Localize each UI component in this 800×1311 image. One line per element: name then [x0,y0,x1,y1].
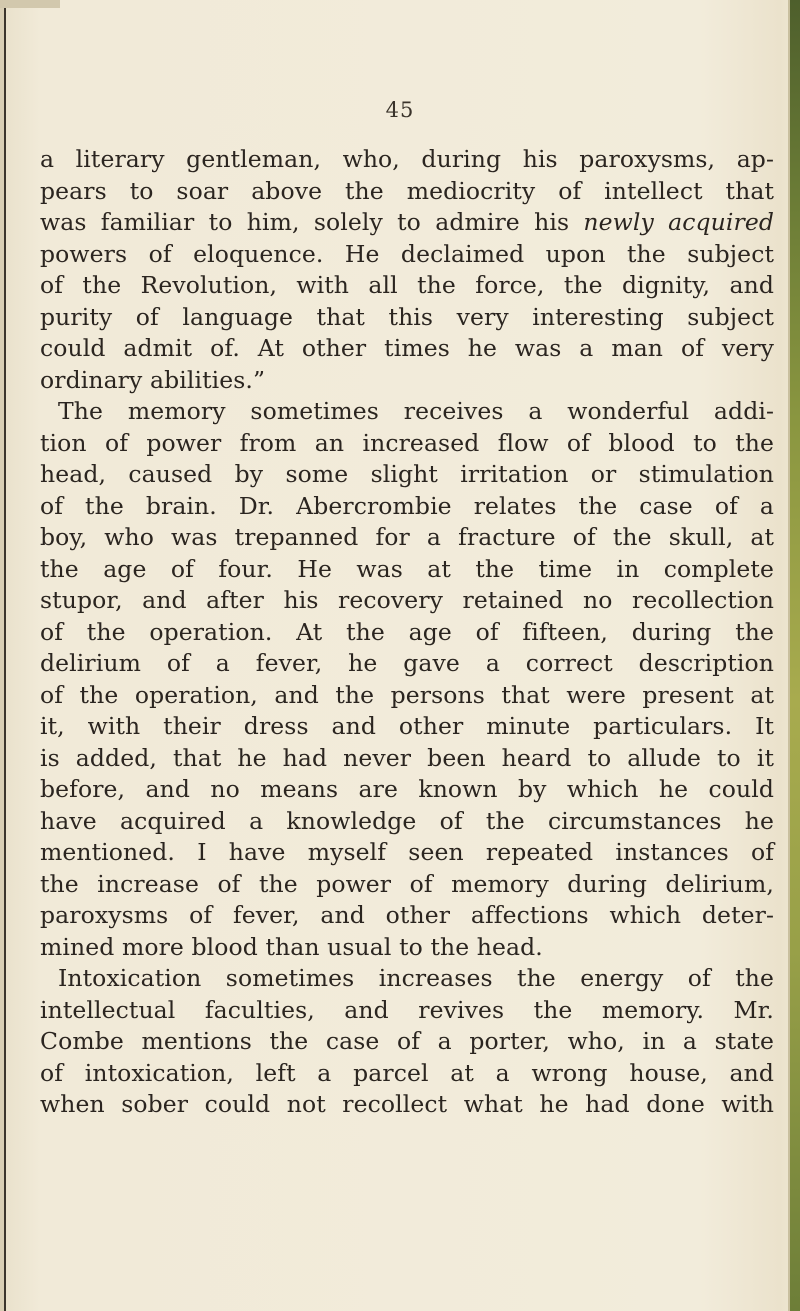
text-line: pears to soar above the mediocrity of intellect that [40,176,774,205]
text-line: boy, who was trepanned for a fracture of the skull, at [40,523,774,551]
text-line: intellectual faculties, and revives the memory. Mr. [40,995,774,1024]
text-line: have acquired a knowledge of the circumstances he [40,806,774,835]
text-line: stupor, and after his recovery retained no recollection [40,586,774,614]
text-line: is added, that he had never been heard to allude to it [40,743,774,772]
text-line: when sober could not recollect what he had done with [40,1090,774,1118]
text-line: Combe mentions the case of a porter, who, in a state [40,1027,774,1055]
text-line: of intoxication, left a parcel at a wrong house, and [40,1058,774,1087]
text-line: of the brain. Dr. Abercrombie relates the case of a [40,491,774,520]
text-line: Intoxication sometimes increases the energy of the [58,964,774,992]
text-line: The memory sometimes receives a wonderful addi- [58,397,774,425]
page-top-strip [0,0,60,8]
text-line: of the operation, and the persons that were present at [40,680,774,709]
text-line: it, with their dress and other minute particulars. It [40,712,774,740]
italic-phrase: newly acquired [583,208,774,236]
text-line: the age of four. He was at the time in complete [40,554,774,583]
text-segment: was familiar to him, solely to admire his [40,208,584,236]
text-line-with-italic [40,207,774,239]
text-line: a literary gentleman, who, during his paroxysms, ap- [40,145,774,173]
text-line: paroxysms of fever, and other affections which deter- [40,901,774,929]
text-line: tion of power from an increased flow of blood to the [40,428,774,457]
text-line: head, caused by some slight irritation or stimulation [40,460,774,488]
text-line: could admit of. At other times he was a man of very [40,334,774,362]
text-line: the increase of the power of memory during delirium, [40,869,774,898]
text-line: of the Revolution, with all the force, the dignity, and [40,271,774,299]
body-text [40,144,774,1121]
book-binding-edge [790,0,800,1311]
text-line: mentioned. I have myself seen repeated instances of [40,838,774,866]
text-line: mined more blood than usual to the head. [40,932,543,961]
text-line: purity of language that this very interesting subject [40,302,774,331]
page-number: 45 [385,98,415,122]
text-line: before, and no means are known by which he could [40,775,774,803]
text-line: of the operation. At the age of fifteen, during the [40,617,774,646]
text-line: ordinary abilities.” [40,365,266,394]
text-line: powers of eloquence. He declaimed upon the subject [40,239,774,268]
text-line: delirium of a fever, he gave a correct description [40,649,774,677]
page-gutter-shadow [4,0,6,1311]
